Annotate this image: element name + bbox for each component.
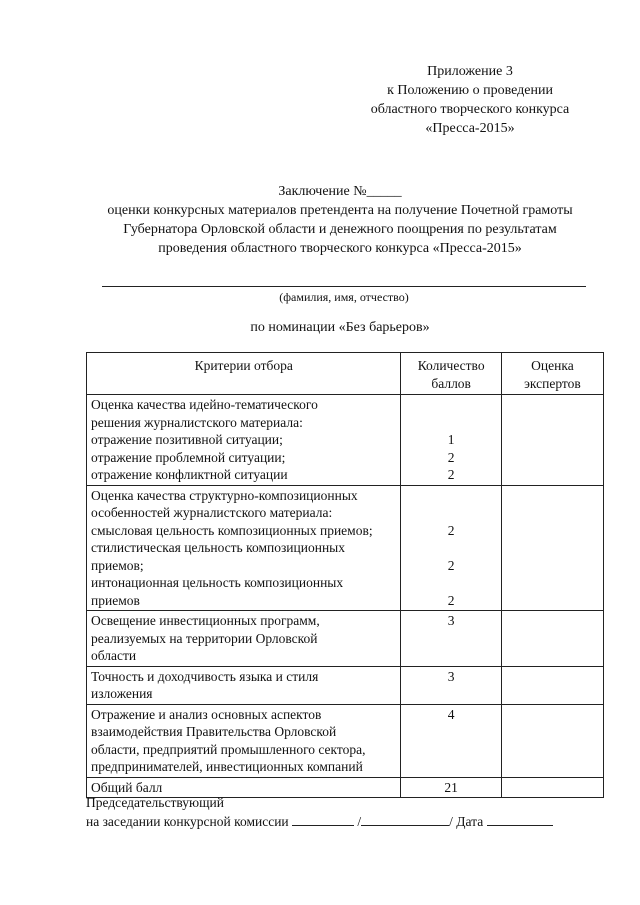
header-experts [501,353,603,395]
experts-cell[interactable] [501,485,603,611]
points-line: 2 [447,449,455,465]
name-fill-line[interactable] [102,286,586,287]
header-points [401,353,501,395]
points-line: 2 [447,592,455,608]
commission-label: на заседании конкурсной комиссии [86,814,289,829]
criteria-cell [87,666,401,704]
criteria-line: области, предприятий промышленного сектора, [91,741,366,757]
points-cell [401,395,501,486]
table-header-row [87,353,604,395]
criteria-cell [87,704,401,777]
nomination-title: по номинации «Без барьеров» [250,320,430,335]
criteria-cell [87,611,401,667]
points-cell [401,704,501,777]
annex-line: к Положению о проведении [387,83,553,98]
criteria-line: смысловая цельность композиционных приемов; [91,522,373,538]
criteria-line: Отражение и анализ основных аспектов [91,706,322,722]
criteria-line: взаимодействия Правительства Орловской [91,724,337,739]
criteria-cell [87,395,401,486]
points-line: 3 [447,613,455,628]
points-line: 4 [447,706,455,722]
signature-blank[interactable] [292,812,354,826]
criteria-line: Освещение инвестиционных программ, [91,613,320,628]
criteria-line: Точность и доходчивость языка и стиля [91,668,319,684]
points-line [405,396,496,414]
table-row [87,485,604,611]
table-row [87,611,604,667]
name-caption: (фамилия, имя, отчество) [279,290,409,304]
header-criteria-label: Критерии отбора [194,358,293,373]
conclusion-heading [60,182,620,258]
header-experts-line: экспертов [524,375,581,391]
conclusion-line: проведения областного творческого конкурса «Пресса-2015» [158,241,522,256]
experts-cell[interactable] [501,666,603,704]
experts-cell[interactable] [501,611,603,667]
slash-separator: / [357,814,362,829]
experts-cell[interactable] [501,704,603,777]
header-points-line: баллов [431,375,471,391]
criteria-line: Оценка качества структурно-композиционных [91,487,358,503]
points-line: 2 [447,522,455,538]
header-criteria [87,353,401,395]
conclusion-line: Губернатора Орловской области и денежного поощрения по результатам [123,222,557,237]
criteria-line: отражение позитивной ситуации; [91,432,283,447]
total-points-value: 21 [444,779,458,795]
criteria-line: реализуемых на территории Орловской [91,630,318,646]
experts-cell[interactable] [501,395,603,486]
table-row [87,666,604,704]
criteria-line: предпринимателей, инвестиционных компаний [91,759,363,774]
criteria-cell [87,485,401,611]
criteria-table [86,352,604,798]
points-line: 2 [447,467,455,482]
header-points-line: Количество [417,358,485,373]
signature-line [86,812,606,831]
chairperson-label: Председательствующий [86,795,224,810]
points-cell [401,611,501,667]
criteria-line: стилистическая цельность композиционных [91,540,345,555]
criteria-line: области [91,648,137,663]
points-line [405,574,496,592]
signature-block [86,794,606,831]
criteria-line: приемов; [91,557,144,573]
annex-line: Приложение 3 [427,64,513,79]
points-line [405,487,496,505]
criteria-line: приемов [91,592,140,608]
annex-header [330,62,610,138]
annex-line: «Пресса-2015» [425,121,515,136]
points-line [405,504,496,522]
table-row [87,704,604,777]
criteria-line: особенностей журналистского материала: [91,505,333,520]
criteria-line: Оценка качества идейно-тематического [91,397,318,412]
annex-line: областного творческого конкурса [370,102,570,117]
points-cell [401,485,501,611]
points-line [405,414,496,432]
table-row [87,395,604,486]
criteria-line: интонационная цельность композиционных [91,575,344,590]
points-line: 1 [447,432,455,447]
total-label-text: Общий балл [91,779,163,795]
criteria-line: решения журналистского материала: [91,414,303,430]
criteria-line: отражение конфликтной ситуации [91,467,288,482]
date-blank[interactable] [487,812,553,826]
conclusion-line: оценки конкурсных материалов претендента на получение Почетной грамоты [107,203,573,218]
points-cell [401,666,501,704]
criteria-line: отражение проблемной ситуации; [91,449,286,465]
header-experts-line: Оценка [531,358,574,373]
date-label: / Дата [449,814,484,829]
points-line: 2 [447,557,455,573]
criteria-body [87,395,604,798]
points-line [405,539,496,557]
criteria-line: изложения [91,686,153,701]
points-line: 3 [447,668,455,684]
conclusion-title: Заключение №_____ [278,184,402,199]
name-blank[interactable] [361,812,449,826]
